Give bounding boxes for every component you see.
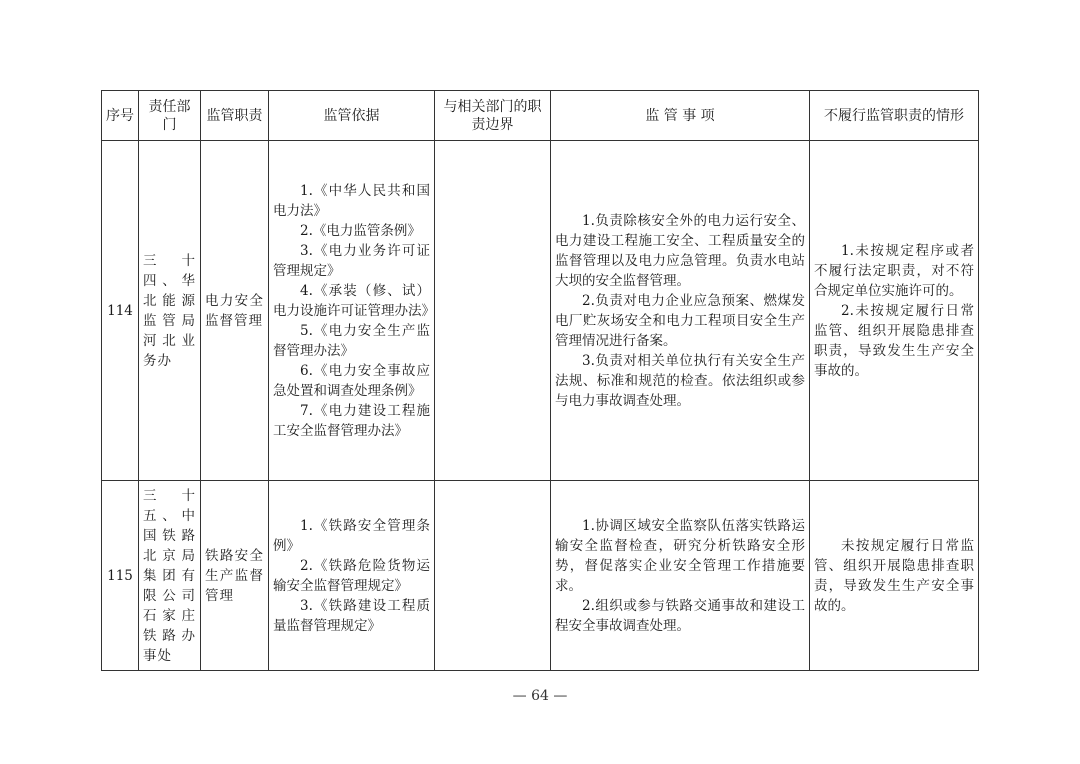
basis-item: 3.《铁路建设工程质量监督管理规定》 [273,597,430,634]
table-row [102,481,979,671]
failure-item: 2.未按规定履行日常监管、组织开展隐患排查职责，导致发生生产安全事故的。 [814,302,974,379]
supervision-basis [269,481,435,671]
header-basis: 监管依据 [269,91,435,141]
table-row [102,141,979,481]
responsible-dept: 三十四、华北能源监管局河北业务办 [139,141,201,481]
supervision-matters [551,481,810,671]
table-header-row [102,91,979,141]
basis-item: 1.《铁路安全管理条例》 [273,517,430,554]
page-number: — 64 — [512,688,568,704]
header-boundary: 与相关部门的职责边界 [435,91,551,141]
responsible-dept: 三十五、中国铁路北京局集团有限公司石家庄铁路办事处 [139,481,201,671]
basis-item: 7.《电力建设工程施工安全监督管理办法》 [273,402,430,439]
duty-boundary [435,481,551,671]
failure-item: 1.未按规定程序或者不履行法定职责，对不符合规定单位实施许可的。 [814,242,974,299]
failure-cases [810,481,979,671]
row-number: 115 [102,481,139,671]
matter-item: 3.负责对相关单位执行有关安全生产法规、标准和规范的检查。依法组织或参与电力事故调查处理。 [555,352,805,409]
header-dept: 责任部门 [139,91,201,141]
failure-cases [810,141,979,481]
supervision-duty: 铁路安全生产监督管理 [201,481,269,671]
basis-item: 2.《铁路危险货物运输安全监督管理规定》 [273,557,430,594]
header-no: 序号 [102,91,139,141]
basis-item: 1.《中华人民共和国电力法》 [273,182,430,219]
supervision-basis [269,141,435,481]
basis-item: 2.《电力监管条例》 [300,222,421,239]
basis-item: 4.《承装（修、试）电力设施许可证管理办法》 [273,282,435,319]
header-matters: 监 管 事 项 [551,91,810,141]
header-failure: 不履行监管职责的情形 [810,91,979,141]
basis-item: 6.《电力安全事故应急处置和调查处理条例》 [273,362,430,399]
matter-item: 1.协调区域安全监察队伍落实铁路运输安全监督检查，研究分析铁路安全形势，督促落实企业安全管理工作措施要求。 [555,517,805,594]
basis-item: 3.《电力业务许可证管理规定》 [273,242,430,279]
matter-item: 2.负责对电力企业应急预案、燃煤发电厂贮灰场安全和电力工程项目安全生产管理情况进行备案。 [555,292,805,349]
duty-boundary [435,141,551,481]
matter-item: 2.组织或参与铁路交通事故和建设工程安全事故调查处理。 [555,597,805,634]
matter-item: 1.负责除核安全外的电力运行安全、电力建设工程施工安全、工程质量安全的监督管理以及电力应急管理。负责水电站大坝的安全监督管理。 [555,212,805,289]
basis-item: 5.《电力安全生产监督管理办法》 [273,322,430,359]
header-duty: 监管职责 [201,91,269,141]
supervision-duty-table [101,90,979,671]
row-number: 114 [102,141,139,481]
failure-item: 未按规定履行日常监管、组织开展隐患排查职责，导致发生生产安全事故的。 [814,537,974,614]
supervision-duty: 电力安全监督管理 [201,141,269,481]
supervision-matters [551,141,810,481]
